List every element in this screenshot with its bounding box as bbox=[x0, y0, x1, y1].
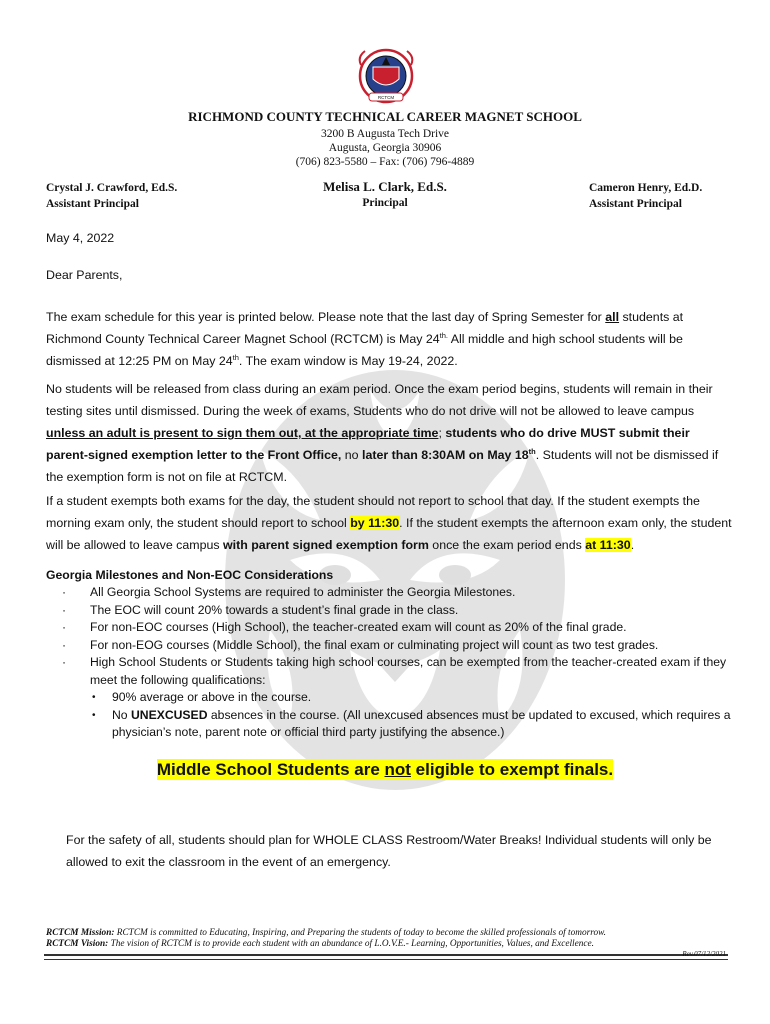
list-item-text: For non-EOC courses (High School), the teacher-created exam will count as 20% of the final grade. bbox=[90, 620, 627, 634]
staff-right-title: Assistant Principal bbox=[589, 198, 682, 210]
p1-text-c: students at Richmond County Technical Career Magnet School (RCTCM) is May 24 bbox=[46, 310, 684, 346]
middle-school-notice bbox=[0, 760, 770, 780]
list-marker: · bbox=[62, 602, 67, 617]
mission-text: RCTCM is committed to Educating, Inspiring, and Preparing the students of today to become the skilled professionals of tomorrow. bbox=[114, 928, 606, 938]
staff-center bbox=[280, 179, 490, 211]
mission-label: RCTCM Mission: bbox=[46, 928, 115, 938]
p2-drive-exemption: students who do drive MUST submit their parent-signed exemption letter to the Front Office, bbox=[46, 426, 690, 462]
salutation: Dear Parents, bbox=[46, 268, 123, 282]
p1-sup-2: th bbox=[232, 352, 239, 362]
list-item-text: The EOC will count 20% towards a student’s final grade in the class. bbox=[90, 602, 459, 617]
p1-text-e: . The exam window is May 19-24, 2022. bbox=[238, 354, 458, 368]
footer-rule-thin bbox=[44, 959, 728, 960]
vision-text: The vision of RCTCM is to provide each student with an abundance of L.O.V.E.- Learning, Opportunities, Values, and Excellence. bbox=[108, 939, 594, 949]
p2-adult-sign-out: unless an adult is present to sign them out, at the appropriate time bbox=[46, 426, 439, 440]
p3-by-1130: by 11:30 bbox=[350, 516, 400, 530]
p1-text-a: The exam schedule for this year is printed below. Please note that the last day of Spring Semester for bbox=[46, 310, 606, 324]
milestones-list bbox=[46, 584, 732, 742]
p1-text-d: All middle and high school students will be dismissed at 12:25 PM on May 24 bbox=[46, 332, 683, 368]
paragraph-1 bbox=[46, 306, 732, 372]
p3-text-c: . If the student exempts the afternoon exam only, the student will be allowed to leave campus bbox=[46, 516, 732, 552]
paragraph-3 bbox=[46, 490, 732, 556]
p3-at-1130: at 11:30 bbox=[585, 538, 631, 552]
list-item bbox=[46, 619, 732, 637]
qualification-unexcused: UNEXCUSED bbox=[130, 707, 208, 722]
p3-text-a: If a student exempts both exams for the day, the student should not report to school that day. If the student exempts the morning exam only, the student should report to school bbox=[46, 494, 700, 530]
list-marker: · bbox=[62, 637, 67, 652]
p2-text-c: ; bbox=[438, 426, 446, 440]
p3-text-g: . bbox=[630, 538, 635, 552]
school-seal-logo bbox=[355, 45, 417, 105]
notice-highlight bbox=[157, 759, 613, 780]
p2-deadline: later than 8:30AM on May 18 bbox=[362, 448, 529, 462]
staff-right-name: Cameron Henry, Ed.D. bbox=[589, 182, 703, 194]
list-item-text: All Georgia School Systems are required to administer the Georgia Milestones. bbox=[90, 585, 516, 599]
bullet-marker: • bbox=[92, 709, 96, 721]
list-item-text: For non-EOG courses (Middle School), the final exam or culminating project will count as two test grades. bbox=[90, 637, 659, 652]
revision-date: Rev.07/12/2021 bbox=[682, 950, 726, 958]
qualification-average: 90% average or above in the course. bbox=[112, 690, 312, 704]
staff-left-title: Assistant Principal bbox=[46, 198, 139, 210]
p2-text-g: . Students will not be dismissed if the exemption form is not on file at RCTCM. bbox=[46, 448, 719, 484]
p2-text-e: no bbox=[341, 448, 363, 462]
staff-center-title: Principal bbox=[362, 197, 408, 209]
staff-right bbox=[589, 180, 702, 212]
list-item bbox=[46, 584, 732, 602]
p3-text-e: once the exam period ends bbox=[428, 538, 586, 552]
list-item bbox=[46, 602, 732, 620]
logo-text: RCTCM bbox=[377, 95, 395, 100]
qualification-absences-a: No bbox=[112, 707, 131, 722]
list-item bbox=[90, 689, 732, 707]
list-item bbox=[46, 637, 732, 655]
paragraph-2 bbox=[46, 378, 732, 488]
safety-paragraph: For the safety of all, students should plan for WHOLE CLASS Restroom/Water Breaks! Individual students will only be allowed to exit the classroom in the event of an emergency. bbox=[66, 833, 712, 869]
p3-exemption-form: with parent signed exemption form bbox=[223, 538, 429, 552]
staff-left-name: Crystal J. Crawford, Ed.S. bbox=[46, 182, 178, 194]
letter-date: May 4, 2022 bbox=[46, 231, 115, 245]
vision-label: RCTCM Vision: bbox=[46, 939, 109, 949]
notice-text-c: eligible to exempt finals. bbox=[410, 760, 614, 779]
staff-left bbox=[46, 180, 177, 212]
staff-center-name: Melisa L. Clark, Ed.S. bbox=[323, 179, 447, 194]
p2-sup: th bbox=[528, 446, 536, 456]
address-line-2: Augusta, Georgia 30906 bbox=[328, 142, 442, 154]
list-marker: · bbox=[62, 620, 67, 634]
bullet-marker: • bbox=[92, 692, 96, 703]
list-marker: · bbox=[62, 655, 67, 669]
list-item-text: High School Students or Students taking high school courses, can be exempted from the teacher-created exam if they meet the following qualifications: bbox=[90, 655, 727, 687]
p1-emphasis-all: all bbox=[605, 310, 620, 324]
qualifications-list bbox=[90, 689, 732, 742]
p1-sup-1: th. bbox=[439, 330, 449, 340]
milestones-title: Georgia Milestones and Non-EOC Considerations bbox=[46, 568, 334, 582]
list-marker: · bbox=[62, 585, 67, 599]
notice-text-a: Middle School Students are bbox=[156, 760, 385, 779]
notice-not: not bbox=[384, 760, 411, 779]
address-line-1: 3200 B Augusta Tech Drive bbox=[320, 128, 450, 140]
vision-statement bbox=[46, 938, 594, 950]
phone-fax: (706) 823-5580 – Fax: (706) 796-4889 bbox=[295, 156, 475, 168]
school-name: RICHMOND COUNTY TECHNICAL CAREER MAGNET SCHOOL bbox=[188, 109, 582, 124]
list-item bbox=[46, 654, 732, 742]
qualification-absences-c: absences in the course. (All unexcused absences must be updated to excused, which requires a physician’s note, parent note or official third party justifying the absence.) bbox=[112, 707, 731, 739]
p2-text-a: No students will be released from class during an exam period. Once the exam period begins, students will remain in their testing sites until dismissed. During the week of exams, Students who do not drive will not be allowed to leave campus bbox=[46, 382, 713, 418]
list-item bbox=[90, 707, 732, 742]
